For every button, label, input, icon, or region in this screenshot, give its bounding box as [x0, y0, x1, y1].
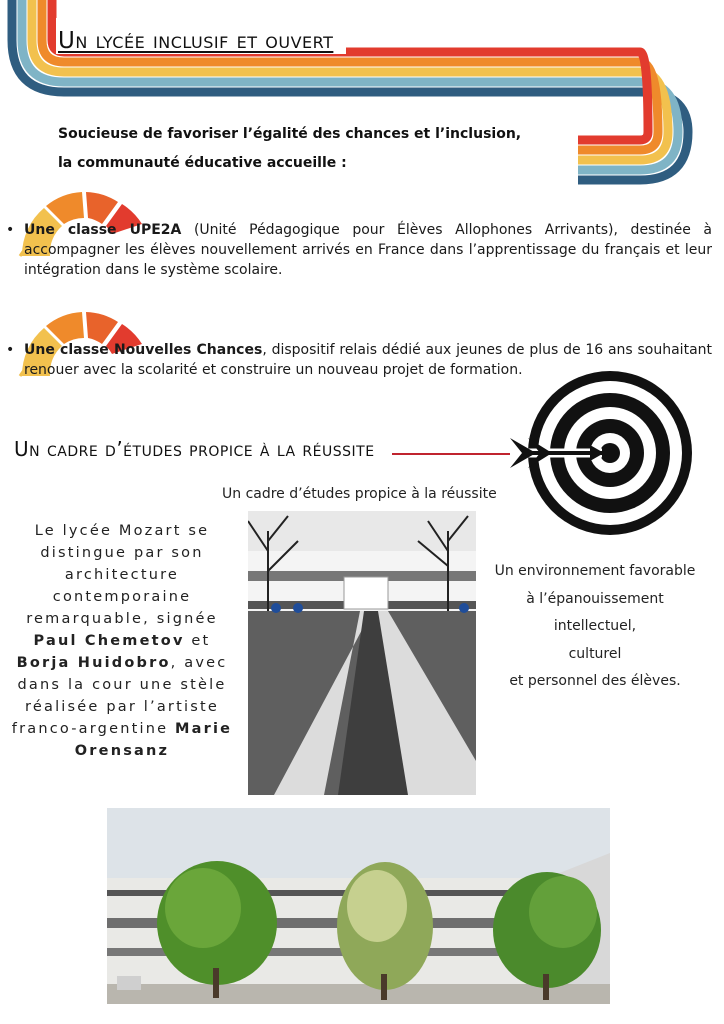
- bullet-bold: Une classe Nouvelles Chances: [24, 342, 263, 358]
- intro-line-1: Soucieuse de favoriser l’égalité des chances et l’inclusion,: [58, 126, 522, 142]
- section-title-inclusive: Un lycée inclusif et ouvert: [58, 28, 334, 54]
- bullet-desc: (Unité Pédagogique pour Élèves Allophones Arrivants), destinée à accompagner les élèves nouvellement arrivés en France dans l’apprentissage du français et leur intégration dans le système scolaire.: [24, 222, 713, 278]
- school-building-photo: [107, 808, 610, 1004]
- intro-text: [58, 120, 521, 178]
- section-title-cadre: Un cadre d’études propice à la réussite: [14, 437, 375, 461]
- bullet-desc: , dispositif relais dédié aux jeunes de plus de 16 ans souhaitant renouer avec la scolarité et construire un nouveau projet de formation.: [24, 342, 713, 378]
- environment-text: [486, 558, 704, 696]
- environment-line: culturel: [568, 645, 622, 662]
- bullet-dot: •: [6, 342, 15, 358]
- environment-line: et personnel des élèves.: [509, 673, 681, 689]
- architecture-text-part: , avec dans la cour une stèle réalisée par l’artiste franco-argentine: [11, 655, 228, 737]
- architecture-text: [10, 520, 234, 762]
- target-icon: [506, 368, 694, 538]
- bullet-text: [24, 220, 712, 280]
- divider-line: [392, 453, 510, 455]
- bullet-bold: Une classe UPE2A: [24, 222, 182, 238]
- intro-line-2: la communauté éducative accueille :: [58, 155, 347, 171]
- photo-caption: Un cadre d’études propice à la réussite: [222, 486, 497, 502]
- architecture-text-part: Le lycée Mozart se distingue par son architecture contemporaine remarquable, signée: [26, 523, 218, 627]
- architecture-text-part: et: [184, 633, 211, 649]
- architect-name: Borja Huidobro: [16, 655, 171, 671]
- environment-line: à l’épanouissement: [526, 590, 664, 607]
- bullet-dot: •: [6, 222, 15, 238]
- bullet-upe2a: [6, 220, 712, 280]
- architect-name: Paul Chemetov: [33, 633, 185, 649]
- environment-line: intellectuel,: [553, 618, 637, 634]
- artist-name: Marie Orensanz: [74, 721, 233, 759]
- environment-line: Un environnement favorable: [494, 563, 696, 579]
- courtyard-photo: [248, 511, 476, 795]
